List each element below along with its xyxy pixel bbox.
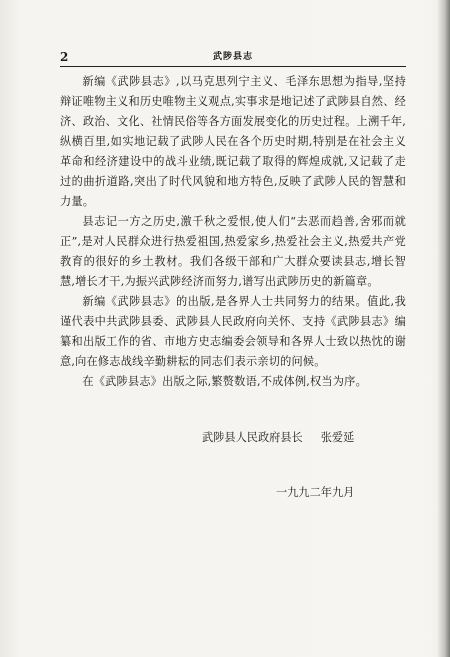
signature-name: 张爱延 bbox=[320, 431, 355, 444]
header-rule bbox=[60, 66, 406, 67]
running-title: 武陟县志 bbox=[212, 52, 253, 62]
paragraph-3: 新编《武陟县志》的出版,是各界人士共同努力的结果。值此,我谨代表中共武陟县委、武陟县人民政府向关怀、支持《武陟县志》编纂和出版工作的省、市地方史志编委会领导和各界人士致以热忱的谢意,向在修志战线辛勤耕耘的同志们表示亲切的问候。 bbox=[60, 295, 406, 368]
paragraph-2: 县志记一方之历史,激千秋之爱恨,使人们“去恶而趋善,舍邪而就正”,是对人民群众进行热爱祖国,热爱家乡,热爱社会主义,热爱共产党教育的很好的乡土教材。我们各级干部和广大群众要读县志,增长智慧,增长才干,为振兴武陟经济而努力,谱写出武陟历史的新篇章。 bbox=[60, 215, 406, 288]
page-header bbox=[60, 50, 406, 64]
preface-body bbox=[60, 72, 406, 392]
paragraph-1: 新编《武陟县志》,以马克思列宁主义、毛泽东思想为指导,坚持辩证唯物主义和历史唯物主义观点,实事求是地记述了武陟县自然、经济、政治、文化、社情民俗等各方面发展变化的历史过程。上溯千年,纵横百里,如实地记载了武陟人民在各个历史时期,特别是在社会主义革命和经济建设中的战斗业绩,既记载了取得的辉煌成就,又记载了走过的曲折道路,突出了时代风貌和地方特色,反映了武陟人民的智慧和力量。 bbox=[60, 75, 406, 208]
scan-shadow-edge bbox=[437, 0, 450, 657]
signature-line bbox=[202, 428, 354, 448]
signature-title: 武陟县人民政府县长 bbox=[202, 431, 303, 444]
document-date: 一九九二年九月 bbox=[276, 486, 355, 499]
page-number: 2 bbox=[60, 50, 69, 64]
paragraph-4: 在《武陟县志》出版之际,繁赘数语,不成体例,权当为序。 bbox=[82, 375, 367, 388]
